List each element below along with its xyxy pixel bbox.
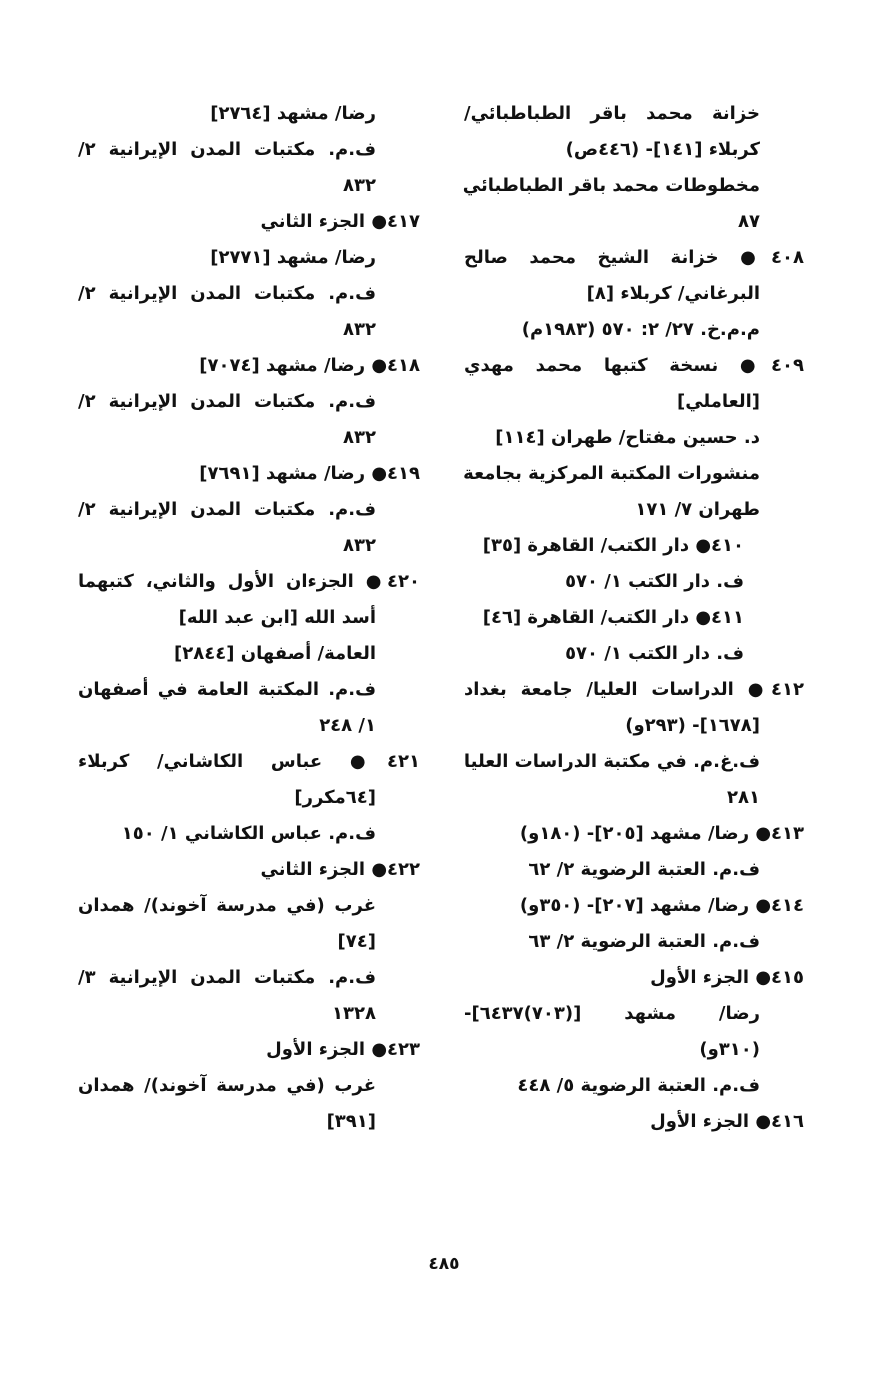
entry-text-line: [٦٤مكرر] (294, 787, 376, 808)
entry-text-line: رضا/ مشهد [(٧٠٣)٦٤٣٧]- (464, 1003, 760, 1024)
entry-text-line: ف.م. مكتبات المدن الإيرانية ٣/ (78, 967, 376, 988)
page-number: ٤٨٥ (428, 1254, 460, 1274)
entry-text-line: خزانة محمد باقر الطباطبائي/ (464, 103, 760, 124)
entry-heading-line: ٤١٥● الجزء الأول (650, 967, 804, 988)
entry-text-line: ٨٣٢ (343, 175, 376, 196)
entry-heading-line: ٤٠٩● نسخة كتبها محمد مهدي (464, 355, 804, 376)
entry-text-line: ٨٣٢ (343, 427, 376, 448)
entry-heading-line: ٤١٧● الجزء الثاني (260, 211, 420, 232)
entry-text-line: ف.م. العتبة الرضوية ٢/ ٦٣ (528, 931, 760, 952)
entry-heading-line: ٤١٦● الجزء الأول (650, 1111, 804, 1132)
entry-text-line: ف.غ.م. في مكتبة الدراسات العليا (463, 751, 760, 772)
entry-text-line: منشورات المكتبة المركزية بجامعة (463, 463, 760, 484)
entry-text-line: ٨٣٢ (343, 535, 376, 556)
entry-text-line: [٧٤] (337, 931, 376, 952)
entry-text-line: [٣٩١] (326, 1111, 376, 1132)
entry-heading-line: ٤٠٨● خزانة الشيخ محمد صالح (464, 247, 804, 268)
entry-text-line: غرب (في مدرسة آخوند)/ همدان (78, 895, 376, 916)
entry-text-line: ف.م. عباس الكاشاني ١/ ١٥٠ (121, 823, 376, 844)
entry-text-line: رضا/ مشهد [٢٧٧١] (210, 247, 376, 268)
entry-text-line: ف.م. مكتبات المدن الإيرانية ٢/ (78, 283, 376, 304)
entry-text-line: البرغاني/ كربلاء [٨] (586, 283, 760, 304)
entry-text-line: [العاملي] (676, 391, 760, 412)
entry-heading-line: ٤١٤● رضا/ مشهد [٢٠٧]- (٣٥٠و) (519, 895, 804, 916)
entry-text-line: ١٣٢٨ (332, 1003, 376, 1024)
entry-heading-line: ٤٢٣● الجزء الأول (266, 1039, 420, 1060)
entry-text-line: ٤١١● دار الكتب/ القاهرة [٤٦] (482, 607, 744, 628)
entry-text-line: ف.م. العتبة الرضوية ٢/ ٦٢ (528, 859, 760, 880)
entry-text-line: غرب (في مدرسة آخوند)/ همدان (78, 1075, 376, 1096)
right-column (464, 96, 804, 1140)
entry-text-line: م.م.خ. ٢٧/ ٢: ٥٧٠ (١٩٨٣م) (521, 319, 760, 340)
entry-heading-line: ٤١٢● الدراسات العليا/ جامعة بغداد (464, 679, 804, 700)
entry-text-line: ٨٧ (738, 211, 760, 232)
entry-heading-line: ٤١٨● رضا/ مشهد [٧٠٧٤] (199, 355, 420, 376)
entry-text-line: ١/ ٢٤٨ (319, 715, 376, 736)
entry-text-line: ٨٣٢ (343, 319, 376, 340)
entry-heading-line: ٤١٣● رضا/ مشهد [٢٠٥]- (١٨٠و) (519, 823, 804, 844)
entry-heading-line: ٤٢١● عباس الكاشاني/ كربلاء (78, 751, 420, 772)
entry-text-line: [١٦٧٨]- (٢٩٣و) (625, 715, 760, 736)
entry-heading-line: ٤٢٢● الجزء الثاني (260, 859, 420, 880)
entry-text-line: ف. دار الكتب ١/ ٥٧٠ (565, 571, 744, 592)
entry-text-line: مخطوطات محمد باقر الطباطبائي (462, 175, 760, 196)
entry-text-line: كربلاء [١٤١]- (٤٤٦ص) (565, 139, 760, 160)
entry-text-line: ف.م. مكتبات المدن الإيرانية ٢/ (78, 391, 376, 412)
entry-text-line: (٣١٠و) (699, 1039, 760, 1060)
left-column (78, 96, 420, 1140)
entry-text-line: ف.م. مكتبات المدن الإيرانية ٢/ (78, 499, 376, 520)
entry-text-line: أسد الله [ابن عبد الله] (178, 607, 376, 628)
entry-text-line: ٢٨١ (727, 787, 760, 808)
entry-text-line: ف.م. مكتبات المدن الإيرانية ٢/ (78, 139, 376, 160)
entry-text-line: العامة/ أصفهان [٢٨٤٤] (174, 643, 376, 664)
entry-heading-line: ٤١٩● رضا/ مشهد [٧٦٩١] (199, 463, 420, 484)
entry-text-line: ٤١٠● دار الكتب/ القاهرة [٣٥] (482, 535, 744, 556)
entry-text-line: طهران ٧/ ١٧١ (635, 499, 760, 520)
entry-text-line: ف.م. المكتبة العامة في أصفهان (78, 679, 376, 700)
entry-text-line: د. حسين مفتاح/ طهران [١١٤] (495, 427, 760, 448)
entry-heading-line: ٤٢٠● الجزءان الأول والثاني، كتبهما (78, 571, 420, 592)
entry-text-line: رضا/ مشهد [٢٧٦٤] (210, 103, 376, 124)
entry-text-line: ف.م. العتبة الرضوية ٥/ ٤٤٨ (517, 1075, 760, 1096)
entry-text-line: ف. دار الكتب ١/ ٥٧٠ (565, 643, 744, 664)
